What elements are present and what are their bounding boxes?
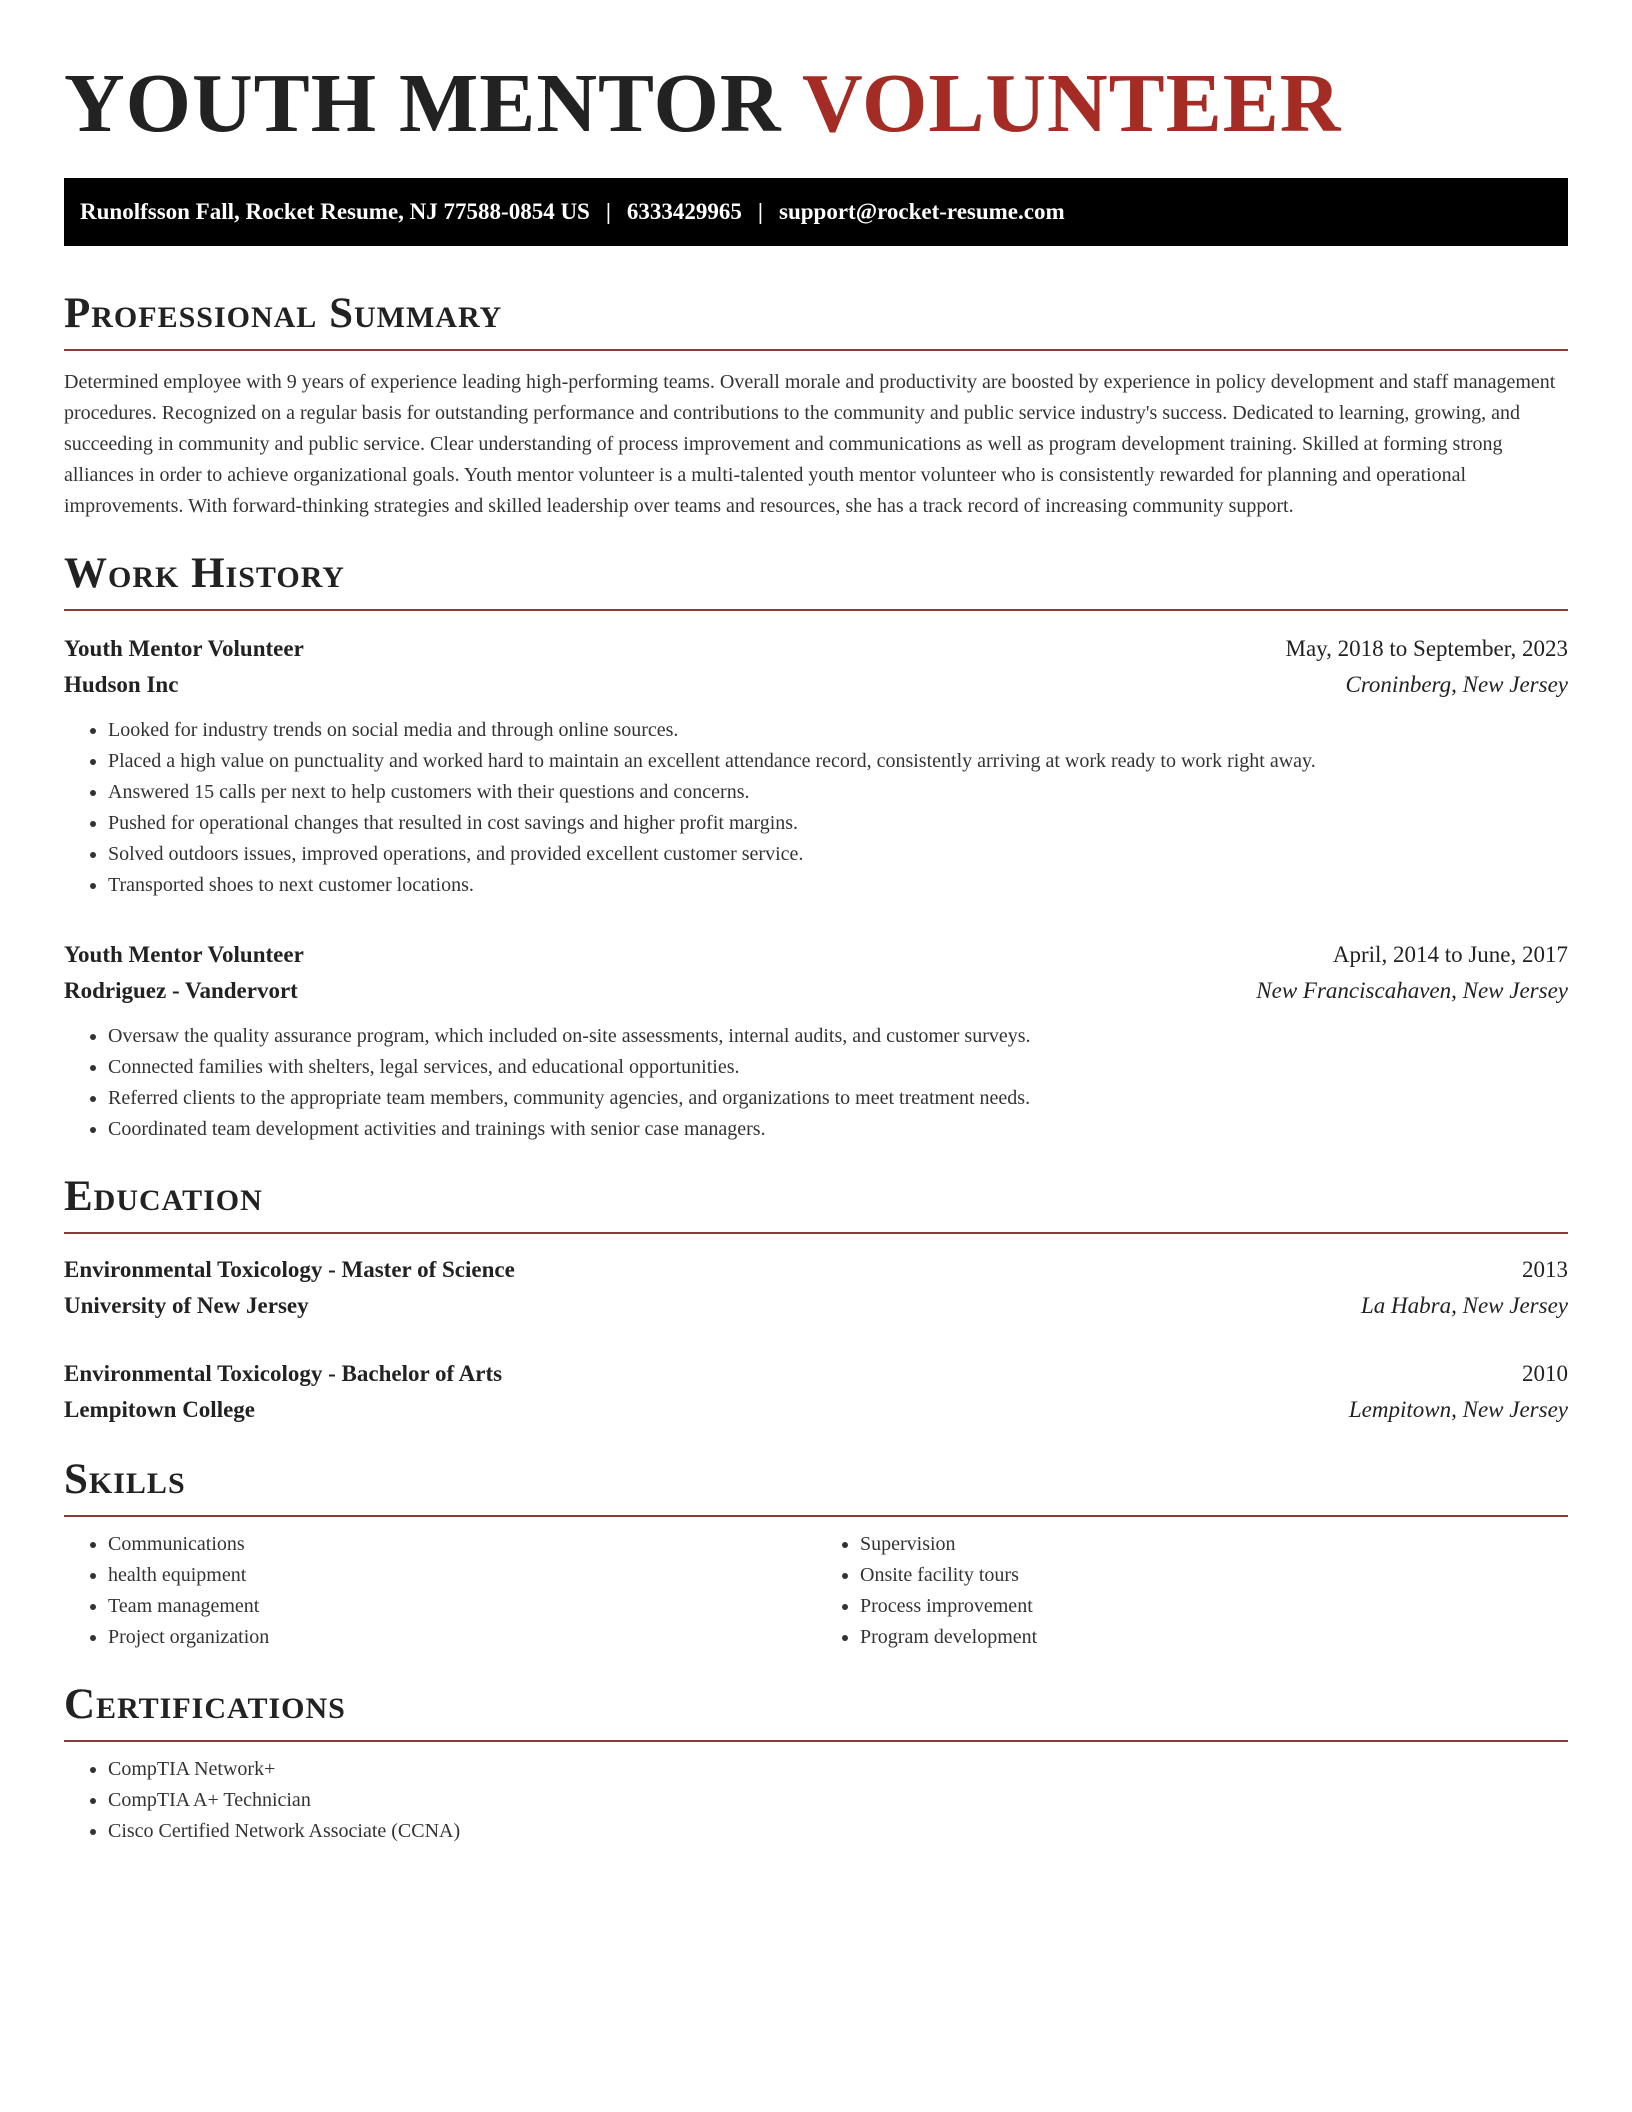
section-title-certifications: Certifications	[64, 1683, 1568, 1742]
job-bullet: • Looked for industry trends on social media and through online sources.	[108, 715, 1568, 746]
job-bullets	[64, 1021, 1568, 1145]
job-location: New Franciscahaven, New Jersey	[1256, 978, 1568, 1003]
skill-item: • Team management	[108, 1591, 816, 1622]
contact-phone: 6333429965	[626, 199, 742, 224]
job-dates: April, 2014 to June, 2017	[1332, 942, 1568, 967]
section-title-education: Education	[64, 1175, 1568, 1234]
section-title-work: Work History	[64, 552, 1568, 611]
job-entry	[64, 937, 1568, 1145]
professional-summary-section	[64, 292, 1568, 522]
name-last: VOLUNTEER	[802, 57, 1342, 150]
education-degree: Environmental Toxicology - Bachelor of Arts	[64, 1361, 503, 1386]
job-location: Croninberg, New Jersey	[1345, 672, 1568, 697]
skill-item: • Supervision	[860, 1529, 1568, 1560]
job-position: Youth Mentor Volunteer	[64, 942, 304, 967]
job-bullets	[64, 715, 1568, 901]
job-bullet: • Answered 15 calls per next to help customers with their questions and concerns.	[108, 777, 1568, 808]
job-bullet: • Connected families with shelters, legal services, and educational opportunities.	[108, 1052, 1568, 1083]
job-dates: May, 2018 to September, 2023	[1285, 636, 1568, 661]
skill-item: • Process improvement	[860, 1591, 1568, 1622]
job-bullet: • Placed a high value on punctuality and worked hard to maintain an excellent attendance record, consistently arriving at work ready to work right away.	[108, 746, 1568, 777]
education-degree-row	[64, 1252, 1568, 1288]
job-bullet: • Solved outdoors issues, improved operations, and provided excellent customer service.	[108, 839, 1568, 870]
section-title-summary: Professional Summary	[64, 292, 1568, 351]
certifications-list	[64, 1754, 1568, 1847]
job-bullet: • Coordinated team development activities and trainings with senior case managers.	[108, 1114, 1568, 1145]
education-entry	[64, 1252, 1568, 1324]
education-year: 2010	[1522, 1361, 1568, 1386]
job-entry	[64, 631, 1568, 901]
skill-item: • Project organization	[108, 1622, 816, 1653]
education-school-row	[64, 1392, 1568, 1428]
certifications-section	[64, 1683, 1568, 1847]
job-company-row	[64, 973, 1568, 1009]
job-bullet: • Pushed for operational changes that resulted in cost savings and higher profit margins.	[108, 808, 1568, 839]
skill-item: • Onsite facility tours	[860, 1560, 1568, 1591]
work-history-section	[64, 552, 1568, 1145]
education-location: Lempitown, New Jersey	[1348, 1397, 1568, 1422]
skill-item: • health equipment	[108, 1560, 816, 1591]
education-entry	[64, 1356, 1568, 1428]
job-company: Hudson Inc	[64, 672, 179, 697]
education-school: Lempitown College	[64, 1397, 256, 1422]
education-degree: Environmental Toxicology - Master of Science	[64, 1257, 515, 1282]
certification-item: • Cisco Certified Network Associate (CCNA)	[108, 1816, 1568, 1847]
contact-bar	[64, 178, 1568, 246]
section-title-skills: Skills	[64, 1458, 1568, 1517]
contact-separator: |	[605, 199, 611, 224]
job-position: Youth Mentor Volunteer	[64, 636, 304, 661]
job-company-row	[64, 667, 1568, 703]
education-location: La Habra, New Jersey	[1361, 1293, 1568, 1318]
education-school: University of New Jersey	[64, 1293, 309, 1318]
name-first: YOUTH MENTOR	[64, 57, 782, 150]
certification-item: • CompTIA Network+	[108, 1754, 1568, 1785]
certification-item: • CompTIA A+ Technician	[108, 1785, 1568, 1816]
education-year: 2013	[1522, 1257, 1568, 1282]
contact-email: support@rocket-resume.com	[779, 199, 1065, 224]
skills-grid	[64, 1529, 1568, 1653]
job-header-row	[64, 631, 1568, 667]
job-header-row	[64, 937, 1568, 973]
education-degree-row	[64, 1356, 1568, 1392]
skills-column-left	[64, 1529, 816, 1653]
skill-item: • Communications	[108, 1529, 816, 1560]
skills-section	[64, 1458, 1568, 1653]
contact-address: Runolfsson Fall, Rocket Resume, NJ 77588-0854 US	[80, 199, 590, 224]
summary-text: Determined employee with 9 years of experience leading high-performing teams. Overall morale and productivity are boosted by experience in policy development and staff management procedures. Recognized on a regular basis for outstanding performance and contributions to the community and public service industry's success. Dedicated to learning, growing, and succeeding in community and public service. Clear understanding of process improvement and communications as well as program development training. Skilled at forming strong alliances in order to achieve organizational goals. Youth mentor volunteer is a multi-talented youth mentor volunteer who is consistently rewarded for planning and operational improvements. With forward-thinking strategies and skilled leadership over teams and resources, she has a track record of increasing community support.	[64, 371, 1556, 517]
job-bullet: • Oversaw the quality assurance program, which included on-site assessments, internal audits, and customer surveys.	[108, 1021, 1568, 1052]
resume-name	[64, 57, 1568, 150]
skills-column-right	[816, 1529, 1568, 1653]
contact-separator: |	[757, 199, 763, 224]
education-section	[64, 1175, 1568, 1428]
job-bullet: • Referred clients to the appropriate team members, community agencies, and organizations to meet treatment needs.	[108, 1083, 1568, 1114]
job-bullet: • Transported shoes to next customer locations.	[108, 870, 1568, 901]
skill-item: • Program development	[860, 1622, 1568, 1653]
education-school-row	[64, 1288, 1568, 1324]
job-company: Rodriguez - Vandervort	[64, 978, 298, 1003]
